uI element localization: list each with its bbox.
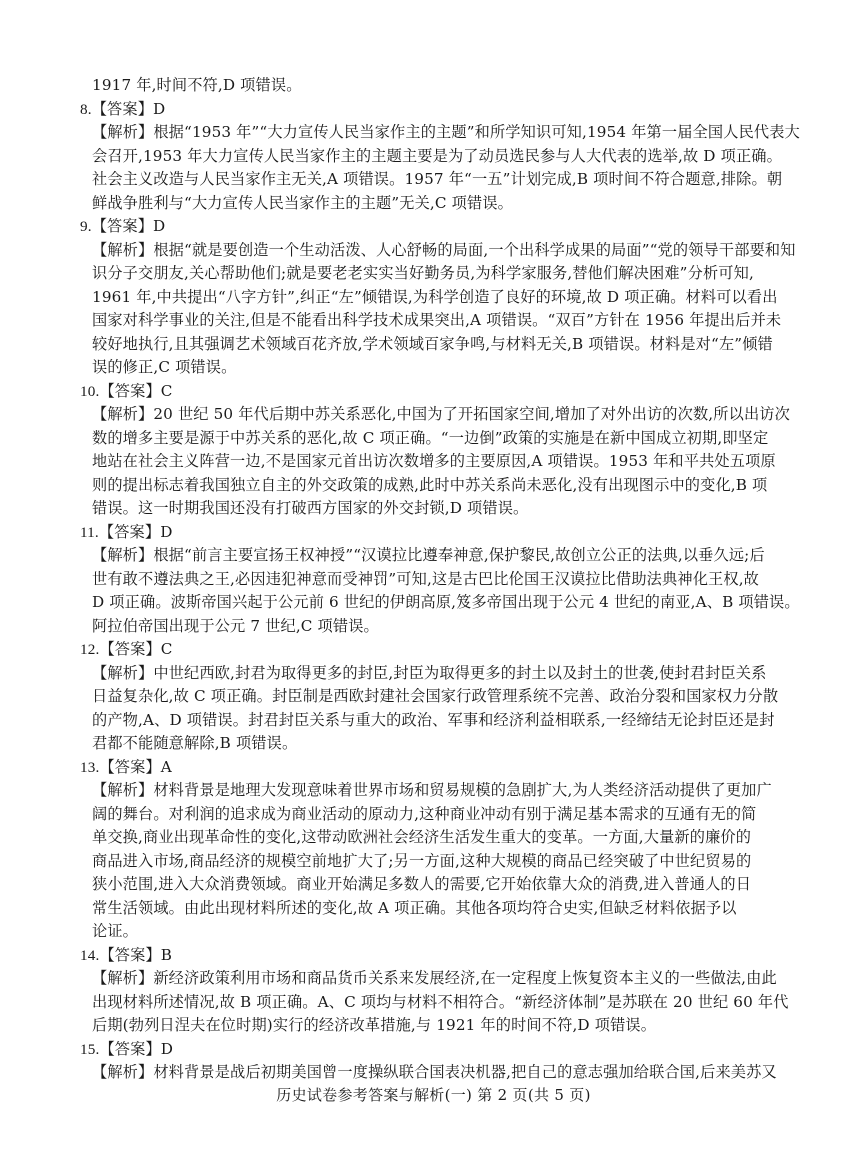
answer-label: 【答案】D	[98, 522, 173, 541]
explanation-line: 【解析】20 世纪 50 年代后期中苏关系恶化,中国为了开拓国家空间,增加了对外出访的次数,所以出访次	[92, 405, 790, 423]
explanation-line: 1917 年,时间不符,D 项错误。	[92, 76, 302, 94]
explanation-line: 的产物,A、D 项错误。封君封臣关系与重大的政治、军事和经济利益相联系,一经缔结无论封臣还是封	[92, 710, 775, 729]
answer-label: 【答案】C	[99, 640, 173, 658]
answer-label: 【答案】D	[99, 1039, 174, 1058]
explanation-line: 【解析】中世纪西欧,封君为取得更多的封臣,封臣为取得更多的封土以及封土的世袭,使封君封臣关系	[92, 663, 767, 682]
explanation-line: 会召开,1953 年大力宣传人民当家作主的主题主要是为了动员选民参与人大代表的选举,故 D 项正确。	[92, 146, 782, 165]
answer-heading	[80, 98, 795, 122]
explanation-line: 识分子交朋友,关心帮助他们;就是要老老实实当好勤务员,为科学家服务,替他们解决困难”分析可知,	[92, 264, 754, 282]
answer-heading	[80, 1038, 795, 1062]
explanation-line: 日益复杂化,故 C 项正确。封臣制是西欧封建社会国家行政管理系统不完善、政治分裂和国家权力分散	[92, 687, 779, 705]
explanation-line: 单交换,商业出现革命性的变化,这带动欧洲社会经济生活发生重大的变革。一方面,大量新的廉价的	[92, 828, 752, 846]
question-number: 14.	[80, 946, 100, 964]
explanation-line: 国家对科学事业的关注,但是不能看出科学技术成果突出,A 项错误。“双百”方针在 1956 年提出后并未	[92, 311, 782, 329]
page-footer: 历史试卷参考答案与解析(一) 第 2 页(共 5 页)	[276, 1086, 591, 1104]
explanation-line: 误的修正,C 项错误。	[92, 358, 237, 376]
explanation-line: 世有敢不遵法典之王,必因违犯神意而受神罚”可知,这是古巴比伦国王汉谟拉比借助法典神化王权,故	[92, 569, 760, 588]
explanation-line: 后期(勃列日涅夫在位时期)实行的经济改革措施,与 1921 年的时间不符,D 项错误。	[92, 1016, 657, 1034]
explanation-line: 社会主义改造与人民当家作主无关,A 项错误。1957 年“一五”计划完成,B 项时间不符合题意,排除。朝	[92, 170, 783, 188]
answer-label: 【答案】C	[99, 381, 173, 400]
question-number: 9.	[80, 218, 92, 235]
answer-label: 【答案】A	[99, 757, 172, 776]
explanation-line: 商品进入市场,商品经济的规模空前地扩大了;另一方面,这种大规模的商品已经突破了中世纪贸易的	[92, 851, 752, 870]
explanation-line: 狭小范围,进入大众消费领域。商业开始满足多数人的需要,它开始依靠大众的消费,进入普通人的日	[92, 875, 752, 893]
explanation-line: 阿拉伯帝国出现于公元 7 世纪,C 项错误。	[92, 616, 379, 635]
explanation-line: 【解析】根据“1953 年”“大力宣传人民当家作主的主题”和所学知识可知,1954 年第一届全国人民代表大	[92, 123, 800, 141]
explanation-line: D 项正确。波斯帝国兴起于公元前 6 世纪的伊朗高原,笈多帝国出现于公元 4 世纪的南亚,A、B 项错误。	[92, 593, 800, 611]
answer-heading	[80, 215, 795, 239]
explanation-line: 【解析】材料背景是战后初期美国曾一度操纵联合国表决机器,把自己的意志强加给联合国,后来美苏又	[92, 1063, 777, 1081]
question-number: 8.	[80, 100, 92, 118]
answer-heading	[80, 521, 795, 545]
explanation-line: 则的提出标志着我国独立自主的外交政策的成熟,此时中苏关系尚未恶化,没有出现图示中的变化,B 项	[92, 475, 768, 494]
answer-label: 【答案】B	[99, 945, 173, 964]
explanation-line: 常生活领域。由此出现材料所述的变化,故 A 项正确。其他各项均符合史实,但缺乏材料依据予以	[92, 898, 737, 917]
question-number: 15.	[80, 1040, 100, 1058]
question-number: 13.	[80, 758, 100, 776]
question-number: 12.	[80, 641, 100, 658]
answer-heading	[80, 638, 795, 662]
answer-label: 【答案】D	[91, 99, 166, 118]
explanation-line: 出现材料所述情况,故 B 项正确。A、C 项均与材料不相符合。“新经济体制”是苏联在 20 世纪 60 年代	[92, 992, 789, 1011]
explanation-line: 【解析】材料背景是地理大发现意味着世界市场和贸易规模的急剧扩大,为人类经济活动提供了更加广	[92, 781, 772, 799]
answer-heading	[80, 756, 795, 780]
question-number: 10.	[80, 382, 100, 400]
explanation-line: 【解析】根据“就是要创造一个生动活泼、人心舒畅的局面,一个出科学成果的局面”“党的领导干部要和知	[92, 240, 796, 259]
answer-label: 【答案】D	[91, 217, 166, 235]
explanation-line: 论证。	[92, 922, 139, 940]
explanation-line: 阔的舞台。对利润的追求成为商业活动的原动力,这种商业冲动有别于满足基本需求的互通有无的简	[92, 804, 757, 823]
explanation-line: 数的增多主要是源于中苏关系的恶化,故 C 项正确。“一边倒”政策的实施是在新中国成立初期,即坚定	[92, 428, 769, 447]
answer-heading	[80, 944, 795, 968]
explanation-line: 错误。这一时期我国还没有打破西方国家的外交封锁,D 项错误。	[92, 499, 529, 517]
explanation-line: 【解析】新经济政策利用市场和商品货币关系来发展经济,在一定程度上恢复资本主义的一些做法,由此	[92, 969, 777, 987]
question-number: 11.	[80, 523, 99, 541]
explanation-line: 地站在社会主义阵营一边,不是国家元首出访次数增多的主要原因,A 项错误。1953 年和平共处五项原	[92, 452, 776, 470]
explanation-line: 1961 年,中共提出“八字方针”,纠正“左”倾错误,为科学创造了良好的环境,故 D 项正确。材料可以看出	[92, 287, 778, 306]
explanation-line: 较好地执行,且其强调艺术领域百花齐放,学术领域百家争鸣,与材料无关,B 项错误。材料是对“左”倾错	[92, 334, 773, 353]
answer-heading	[80, 380, 795, 404]
explanation-line: 【解析】根据“前言主要宣扬王权神授”“汉谟拉比遵奉神意,保护黎民,故创立公正的法典,以垂久远;后	[92, 546, 765, 564]
answer-text-body	[80, 74, 800, 1085]
explanation-line: 鲜战争胜利与“大力宣传人民当家作主的主题”无关,C 项错误。	[92, 193, 513, 212]
explanation-line: 君都不能随意解除,B 项错误。	[92, 734, 298, 752]
